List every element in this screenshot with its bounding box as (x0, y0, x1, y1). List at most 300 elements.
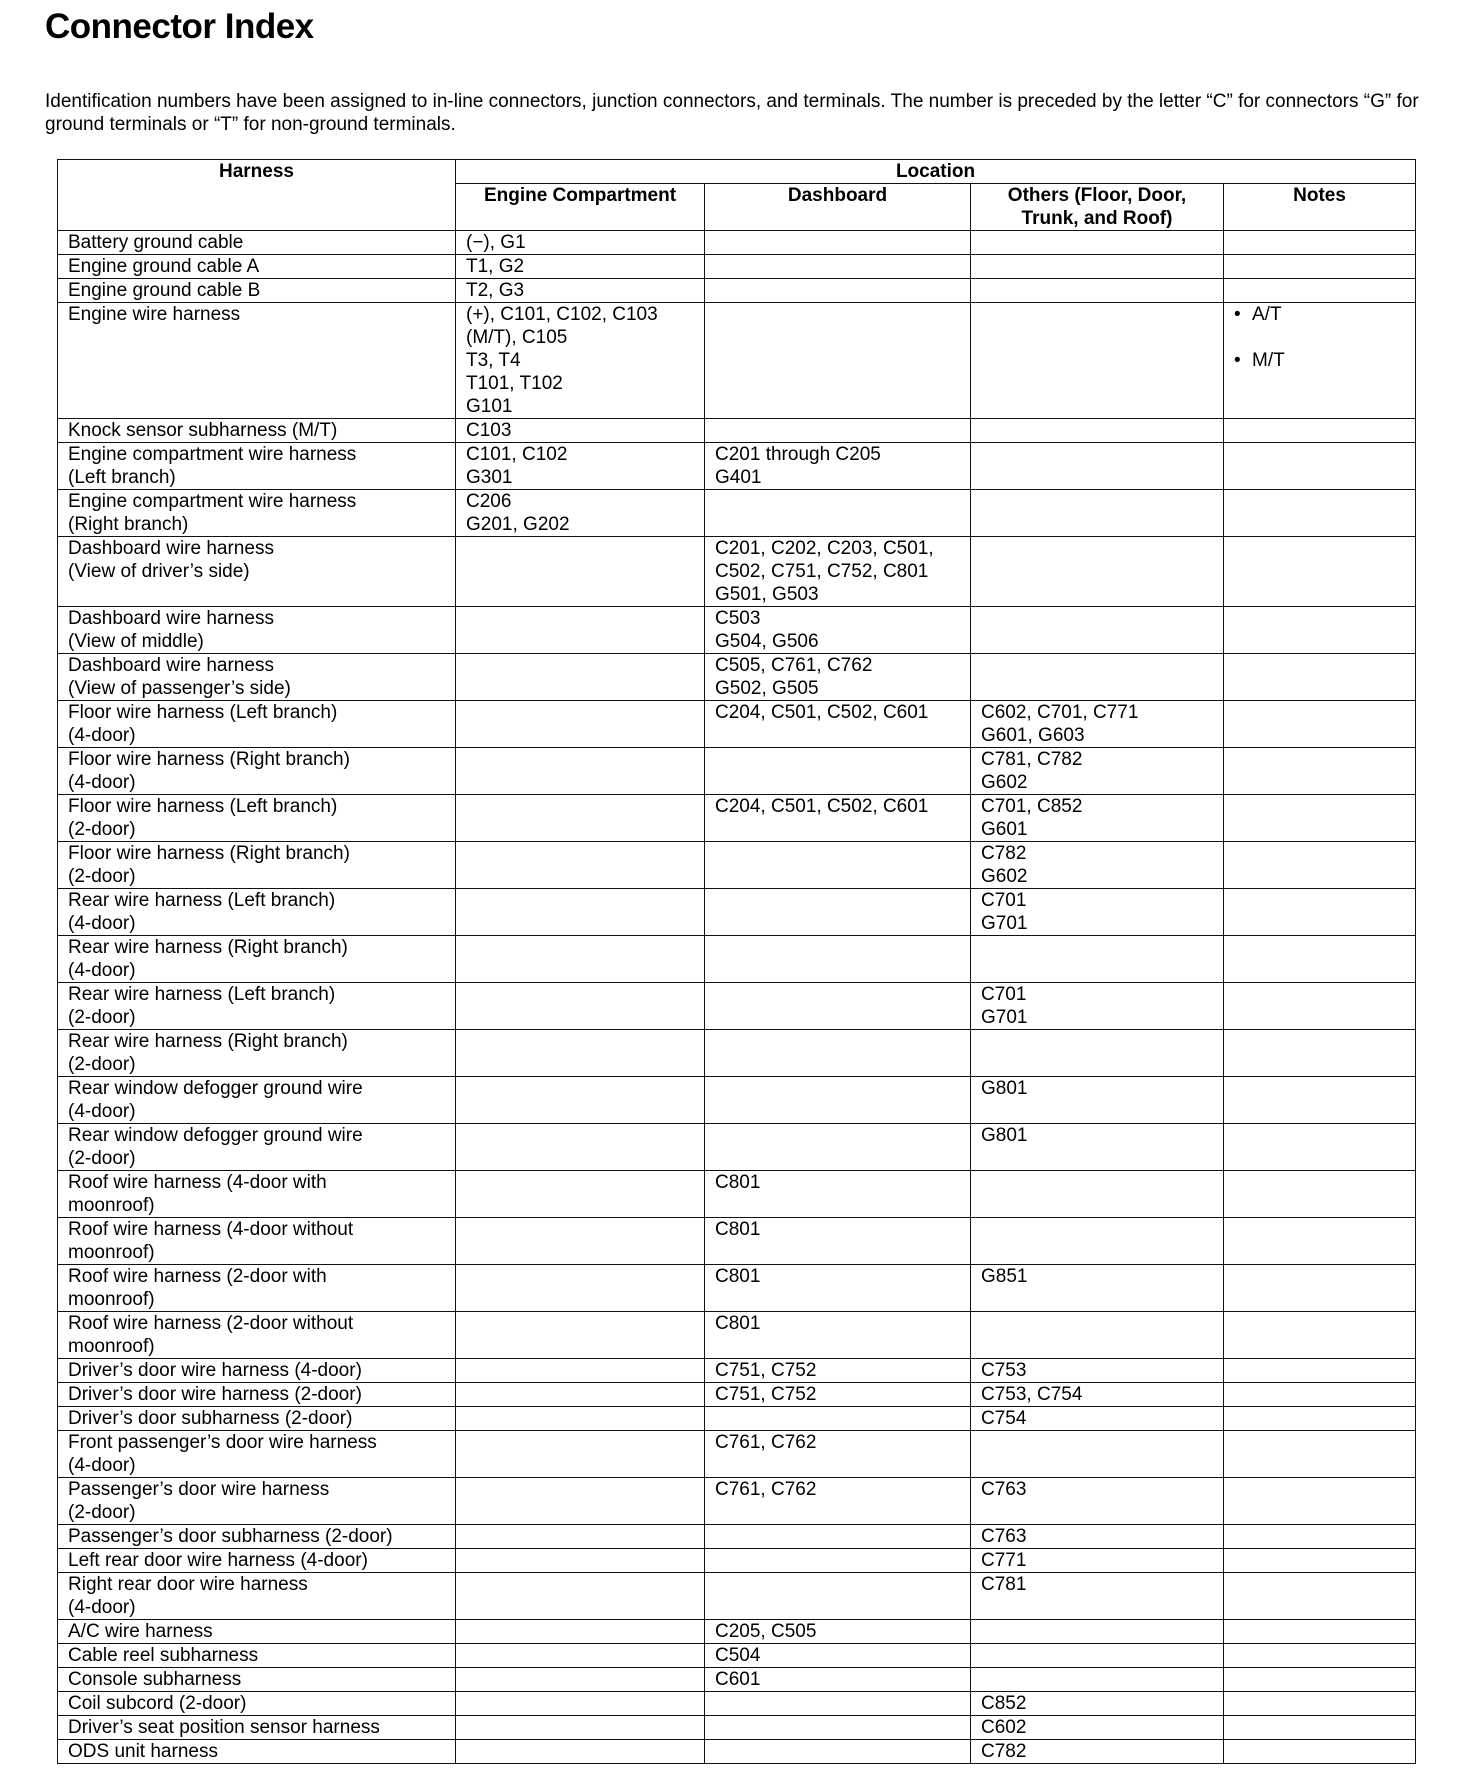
others-cell (971, 1716, 1224, 1740)
harness-cell (58, 537, 456, 607)
notes-cell (1224, 255, 1416, 279)
table-row (58, 1692, 1416, 1716)
harness-cell (58, 983, 456, 1030)
engine-compartment-cell (456, 607, 705, 654)
harness-cell (58, 1573, 456, 1620)
dashboard-cell (705, 490, 971, 537)
table-row (58, 842, 1416, 889)
harness-cell (58, 607, 456, 654)
engine-compartment-cell-text: (+), C101, C102, C103 (M/T), C105 T3, T4 T101, T102 G101 (466, 304, 658, 417)
others-cell (971, 701, 1224, 748)
table-row (58, 1265, 1416, 1312)
table-row (58, 255, 1416, 279)
dashboard-cell (705, 279, 971, 303)
engine-compartment-cell-text: T1, G2 (466, 256, 525, 277)
notes-cell (1224, 1359, 1416, 1383)
notes-cell (1224, 1716, 1416, 1740)
harness-cell-text: Floor wire harness (Right branch) (4-door) (68, 749, 350, 793)
harness-cell-text: Floor wire harness (Left branch) (2-door) (68, 796, 338, 840)
others-cell (971, 795, 1224, 842)
harness-cell (58, 936, 456, 983)
dashboard-cell (705, 1407, 971, 1431)
harness-cell (58, 654, 456, 701)
table-row (58, 1668, 1416, 1692)
harness-cell-text: Driver’s door subharness (2-door) (68, 1408, 353, 1429)
dashboard-cell-text: C505, C761, C762 G502, G505 (715, 655, 873, 699)
table-row (58, 279, 1416, 303)
harness-cell-text: Driver’s door wire harness (2-door) (68, 1384, 362, 1405)
harness-cell-text: Engine ground cable A (68, 256, 260, 277)
notes-cell (1224, 443, 1416, 490)
dashboard-cell (705, 1218, 971, 1265)
dashboard-cell (705, 983, 971, 1030)
harness-cell-text: Engine wire harness (68, 304, 241, 325)
dashboard-cell-text: C761, C762 (715, 1432, 817, 1453)
others-cell (971, 1312, 1224, 1359)
harness-cell (58, 279, 456, 303)
table-row (58, 1030, 1416, 1077)
harness-cell (58, 231, 456, 255)
intro-paragraph: Identification numbers have been assigned to in-line connectors, junction connectors, and terminals. The number is preceded by the letter “C” for connectors “G” for ground terminals or “T” for non-ground terminals. (45, 91, 1419, 135)
table-row (58, 419, 1416, 443)
dashboard-cell (705, 443, 971, 490)
engine-compartment-cell (456, 842, 705, 889)
table-row (58, 231, 1416, 255)
dashboard-cell (705, 1171, 971, 1218)
harness-cell-text: Roof wire harness (2-door without moonroof) (68, 1313, 354, 1357)
dashboard-cell-text: C201, C202, C203, C501, C502, C751, C752, C801 G501, G503 (715, 538, 934, 605)
others-cell-text: G801 (981, 1125, 1028, 1146)
engine-compartment-cell (456, 1124, 705, 1171)
harness-cell (58, 1620, 456, 1644)
engine-compartment-cell (456, 748, 705, 795)
harness-cell-text: Battery ground cable (68, 232, 244, 253)
notes-cell (1224, 1525, 1416, 1549)
notes-cell (1224, 1218, 1416, 1265)
table-row (58, 889, 1416, 936)
notes-cell (1224, 1668, 1416, 1692)
harness-cell (58, 1692, 456, 1716)
bullet-icon: • (1234, 350, 1241, 371)
dashboard-header: Dashboard (705, 184, 971, 231)
table-row (58, 983, 1416, 1030)
engine-compartment-cell (456, 1383, 705, 1407)
harness-cell-text: Roof wire harness (2-door with moonroof) (68, 1266, 327, 1310)
table-row (58, 303, 1416, 419)
others-cell (971, 1478, 1224, 1525)
others-cell-text: C701 G701 (981, 984, 1028, 1028)
engine-compartment-cell (456, 1740, 705, 1764)
notes-cell (1224, 1740, 1416, 1764)
notes-cell (1224, 701, 1416, 748)
engine-compartment-cell (456, 936, 705, 983)
table-row (58, 1573, 1416, 1620)
harness-cell-text: Rear wire harness (Left branch) (4-door) (68, 890, 336, 934)
others-cell-text: C753, C754 (981, 1384, 1083, 1405)
dashboard-cell (705, 1383, 971, 1407)
notes-cell (1224, 419, 1416, 443)
table-row (58, 490, 1416, 537)
table-row (58, 537, 1416, 607)
others-cell-text: C602, C701, C771 G601, G603 (981, 702, 1139, 746)
dashboard-cell-text: C204, C501, C502, C601 (715, 702, 929, 723)
engine-compartment-cell (456, 537, 705, 607)
notes-cell (1224, 1171, 1416, 1218)
harness-cell (58, 1716, 456, 1740)
engine-compartment-cell (456, 983, 705, 1030)
dashboard-cell (705, 1478, 971, 1525)
engine-compartment-cell (456, 1573, 705, 1620)
engine-compartment-cell (456, 303, 705, 419)
harness-cell-text: Engine ground cable B (68, 280, 261, 301)
harness-cell (58, 1407, 456, 1431)
engine-compartment-cell (456, 1171, 705, 1218)
others-cell (971, 1644, 1224, 1668)
note-text: M/T (1252, 350, 1285, 371)
engine-compartment-cell-text: C101, C102 G301 (466, 444, 568, 488)
others-cell-text: C781 (981, 1574, 1027, 1595)
others-cell (971, 1692, 1224, 1716)
engine-compartment-cell (456, 1620, 705, 1644)
dashboard-cell (705, 748, 971, 795)
engine-compartment-cell (456, 1407, 705, 1431)
dashboard-cell (705, 537, 971, 607)
harness-cell-text: Cable reel subharness (68, 1645, 259, 1666)
harness-cell-text: Passenger’s door wire harness (2-door) (68, 1479, 330, 1523)
dashboard-cell-text: C751, C752 (715, 1384, 817, 1405)
engine-compartment-cell (456, 1359, 705, 1383)
engine-compartment-cell (456, 279, 705, 303)
table-row (58, 701, 1416, 748)
engine-compartment-cell (456, 1716, 705, 1740)
harness-cell-text: Engine compartment wire harness (Right branch) (68, 491, 357, 535)
dashboard-cell (705, 1573, 971, 1620)
dashboard-cell-text: C751, C752 (715, 1360, 817, 1381)
engine-compartment-cell (456, 1431, 705, 1478)
harness-cell-text: Passenger’s door subharness (2-door) (68, 1526, 393, 1547)
dashboard-cell-text: C801 (715, 1266, 761, 1287)
table-row (58, 1407, 1416, 1431)
others-cell-text: G851 (981, 1266, 1028, 1287)
others-cell (971, 1077, 1224, 1124)
others-cell (971, 443, 1224, 490)
dashboard-cell (705, 1312, 971, 1359)
notes-cell (1224, 1407, 1416, 1431)
harness-cell (58, 701, 456, 748)
engine-compartment-cell-text: (−), G1 (466, 232, 526, 253)
table-row (58, 1171, 1416, 1218)
harness-cell (58, 1077, 456, 1124)
harness-cell-text: Rear wire harness (Left branch) (2-door) (68, 984, 336, 1028)
harness-cell-text: Driver’s seat position sensor harness (68, 1717, 380, 1738)
harness-cell-text: Rear wire harness (Right branch) (2-door) (68, 1031, 348, 1075)
harness-cell-text: Knock sensor subharness (M/T) (68, 420, 338, 441)
dashboard-cell (705, 419, 971, 443)
harness-cell (58, 795, 456, 842)
dashboard-cell-text: C761, C762 (715, 1479, 817, 1500)
dashboard-cell (705, 936, 971, 983)
others-header: Others (Floor, Door, Trunk, and Roof) (971, 184, 1224, 231)
engine-compartment-cell (456, 1218, 705, 1265)
dashboard-cell (705, 1265, 971, 1312)
harness-cell-text: Coil subcord (2-door) (68, 1693, 247, 1714)
engine-compartment-cell (456, 701, 705, 748)
others-cell (971, 255, 1224, 279)
others-cell-text: C763 (981, 1526, 1027, 1547)
harness-cell (58, 1644, 456, 1668)
engine-compartment-cell-text: C206 G201, G202 (466, 491, 570, 535)
harness-cell-text: Left rear door wire harness (4-door) (68, 1550, 368, 1571)
table-row (58, 1124, 1416, 1171)
engine-compartment-cell (456, 1030, 705, 1077)
others-cell (971, 537, 1224, 607)
table-row (58, 1620, 1416, 1644)
table-row (58, 1312, 1416, 1359)
others-cell-text: C701 G701 (981, 890, 1028, 934)
notes-cell (1224, 1692, 1416, 1716)
table-row (58, 1077, 1416, 1124)
notes-cell (1224, 1478, 1416, 1525)
notes-cell (1224, 983, 1416, 1030)
others-cell-text: C754 (981, 1408, 1027, 1429)
table-row (58, 607, 1416, 654)
notes-cell (1224, 279, 1416, 303)
others-cell (971, 748, 1224, 795)
others-cell-text: C782 (981, 1741, 1027, 1762)
table-row (58, 1431, 1416, 1478)
harness-cell (58, 303, 456, 419)
engine-compartment-cell (456, 889, 705, 936)
others-cell (971, 1549, 1224, 1573)
harness-cell (58, 1359, 456, 1383)
harness-cell (58, 1124, 456, 1171)
table-row (58, 1549, 1416, 1573)
others-cell (971, 1668, 1224, 1692)
engine-compartment-header: Engine Compartment (456, 184, 705, 231)
table-row (58, 748, 1416, 795)
dashboard-cell-text: C504 (715, 1645, 761, 1666)
harness-cell (58, 1740, 456, 1764)
dashboard-cell (705, 1359, 971, 1383)
others-cell-text: G801 (981, 1078, 1028, 1099)
others-cell (971, 1740, 1224, 1764)
others-cell-text: C763 (981, 1479, 1027, 1500)
others-cell (971, 1525, 1224, 1549)
harness-cell (58, 1030, 456, 1077)
engine-compartment-cell (456, 1644, 705, 1668)
table-row (58, 1644, 1416, 1668)
others-cell-text: C701, C852 G601 (981, 796, 1083, 840)
dashboard-cell (705, 1525, 971, 1549)
notes-cell (1224, 654, 1416, 701)
harness-cell-text: ODS unit harness (68, 1741, 218, 1762)
others-cell (971, 419, 1224, 443)
others-cell (971, 1265, 1224, 1312)
harness-cell (58, 1218, 456, 1265)
table-row (58, 1740, 1416, 1764)
others-cell (971, 231, 1224, 255)
connector-index-table (57, 159, 1416, 1764)
harness-cell-text: Rear wire harness (Right branch) (4-door) (68, 937, 348, 981)
engine-compartment-cell (456, 419, 705, 443)
harness-cell-text: A/C wire harness (68, 1621, 213, 1642)
engine-compartment-cell (456, 231, 705, 255)
harness-cell-text: Driver’s door wire harness (4-door) (68, 1360, 362, 1381)
table-row (58, 795, 1416, 842)
engine-compartment-cell (456, 1265, 705, 1312)
notes-cell (1224, 889, 1416, 936)
others-cell (971, 279, 1224, 303)
dashboard-cell-text: C205, C505 (715, 1621, 817, 1642)
dashboard-cell (705, 1644, 971, 1668)
notes-cell (1224, 1265, 1416, 1312)
others-cell (971, 490, 1224, 537)
notes-header: Notes (1224, 184, 1416, 231)
harness-cell-text: Floor wire harness (Left branch) (4-door) (68, 702, 338, 746)
engine-compartment-cell (456, 654, 705, 701)
note-item (1234, 303, 1405, 326)
notes-cell (1224, 231, 1416, 255)
table-row (58, 1359, 1416, 1383)
others-cell (971, 1124, 1224, 1171)
harness-cell-text: Dashboard wire harness (View of passenger’s side) (68, 655, 291, 699)
dashboard-cell (705, 1030, 971, 1077)
table-row (58, 1383, 1416, 1407)
dashboard-cell (705, 1431, 971, 1478)
dashboard-cell (705, 231, 971, 255)
others-cell-text: C782 G602 (981, 843, 1028, 887)
notes-cell (1224, 1644, 1416, 1668)
notes-cell (1224, 1431, 1416, 1478)
dashboard-cell-text: C601 (715, 1669, 761, 1690)
dashboard-cell (705, 1124, 971, 1171)
note-item (1234, 349, 1405, 372)
others-cell-text: C753 (981, 1360, 1027, 1381)
engine-compartment-cell (456, 1692, 705, 1716)
dashboard-cell (705, 795, 971, 842)
dashboard-cell-text: C801 (715, 1172, 761, 1193)
dashboard-cell (705, 255, 971, 279)
harness-cell (58, 1383, 456, 1407)
notes-cell (1224, 795, 1416, 842)
dashboard-cell (705, 303, 971, 419)
notes-cell (1224, 748, 1416, 795)
harness-cell (58, 1265, 456, 1312)
harness-cell (58, 255, 456, 279)
dashboard-cell-text: C801 (715, 1219, 761, 1240)
others-cell-text: C602 (981, 1717, 1027, 1738)
harness-cell-text: Right rear door wire harness (4-door) (68, 1574, 308, 1618)
dashboard-cell-text: C801 (715, 1313, 761, 1334)
others-cell (971, 1383, 1224, 1407)
others-cell (971, 1030, 1224, 1077)
notes-cell (1224, 1077, 1416, 1124)
harness-cell (58, 1478, 456, 1525)
dashboard-cell (705, 1668, 971, 1692)
notes-cell (1224, 1030, 1416, 1077)
notes-cell (1224, 1573, 1416, 1620)
engine-compartment-cell-text: C103 (466, 420, 512, 441)
dashboard-cell (705, 1620, 971, 1644)
dashboard-cell (705, 1077, 971, 1124)
harness-cell-text: Console subharness (68, 1669, 242, 1690)
dashboard-cell (705, 607, 971, 654)
dashboard-cell (705, 1692, 971, 1716)
notes-cell (1224, 303, 1416, 419)
notes-cell (1224, 490, 1416, 537)
dashboard-cell (705, 1549, 971, 1573)
dashboard-cell (705, 1740, 971, 1764)
engine-compartment-cell (456, 1478, 705, 1525)
table-row (58, 443, 1416, 490)
harness-cell-text: Front passenger’s door wire harness (4-door) (68, 1432, 377, 1476)
dashboard-cell-text: C204, C501, C502, C601 (715, 796, 929, 817)
harness-cell (58, 1525, 456, 1549)
harness-cell-text: Floor wire harness (Right branch) (2-door) (68, 843, 350, 887)
dashboard-cell (705, 701, 971, 748)
harness-cell (58, 1549, 456, 1573)
harness-cell-text: Rear window defogger ground wire (4-door) (68, 1078, 363, 1122)
table-row (58, 1716, 1416, 1740)
location-column-header: Location (456, 160, 1416, 184)
harness-cell (58, 419, 456, 443)
harness-cell (58, 1431, 456, 1478)
dashboard-cell (705, 889, 971, 936)
harness-cell-text: Rear window defogger ground wire (2-door) (68, 1125, 363, 1169)
notes-cell (1224, 1549, 1416, 1573)
engine-compartment-cell (456, 795, 705, 842)
engine-compartment-cell (456, 490, 705, 537)
others-cell (971, 1171, 1224, 1218)
others-cell (971, 1407, 1224, 1431)
table-row (58, 936, 1416, 983)
harness-cell-text: Roof wire harness (4-door without moonroof) (68, 1219, 354, 1263)
notes-cell (1224, 607, 1416, 654)
others-cell-text: C852 (981, 1693, 1027, 1714)
others-cell-text: C771 (981, 1550, 1027, 1571)
notes-cell (1224, 936, 1416, 983)
harness-cell (58, 889, 456, 936)
others-cell-text: C781, C782 G602 (981, 749, 1083, 793)
harness-cell-text: Dashboard wire harness (View of middle) (68, 608, 274, 652)
engine-compartment-cell (456, 255, 705, 279)
engine-compartment-cell (456, 443, 705, 490)
dashboard-cell (705, 654, 971, 701)
engine-compartment-cell (456, 1312, 705, 1359)
others-cell (971, 1431, 1224, 1478)
bullet-icon: • (1234, 304, 1241, 325)
harness-cell (58, 1171, 456, 1218)
notes-cell (1224, 842, 1416, 889)
harness-cell (58, 842, 456, 889)
harness-cell (58, 443, 456, 490)
harness-column-header: Harness (58, 160, 456, 231)
harness-cell-text: Roof wire harness (4-door with moonroof) (68, 1172, 327, 1216)
harness-cell-text: Engine compartment wire harness (Left branch) (68, 444, 357, 488)
table-row (58, 654, 1416, 701)
dashboard-cell-text: C201 through C205 G401 (715, 444, 881, 488)
others-cell (971, 607, 1224, 654)
others-cell (971, 1218, 1224, 1265)
notes-cell (1224, 1620, 1416, 1644)
others-cell (971, 936, 1224, 983)
notes-cell (1224, 1124, 1416, 1171)
others-cell (971, 1359, 1224, 1383)
table-header (58, 160, 1416, 231)
engine-compartment-cell (456, 1549, 705, 1573)
others-cell (971, 1620, 1224, 1644)
table-body (58, 231, 1416, 1764)
